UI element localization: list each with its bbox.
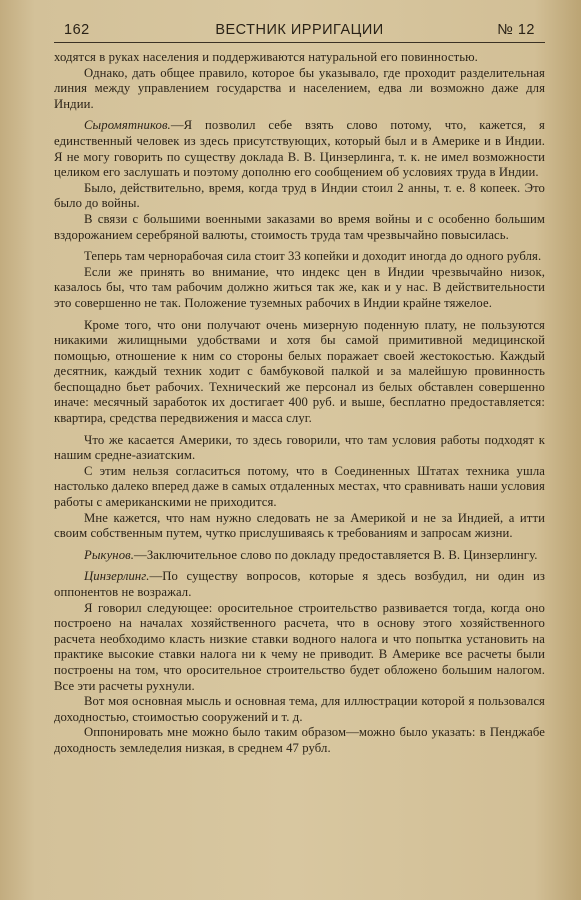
paragraph xyxy=(54,249,545,265)
paragraph-text: —Я позволил себе взять слово потому, что, кажется, я единственный человек из здесь присутствующих, который был и в Америке и в Индии. Я не могу говорить по существу доклада В. В. Цинзерлинга, т. к. не имел возможности целиком его заслушать и поэтому дополню его сообщением об условиях труда в Индии. xyxy=(54,118,545,180)
paragraph-text: Теперь там чернорабочая сила стоит 33 копейки и доходит иногда до одного рубля. xyxy=(84,249,542,264)
paragraph xyxy=(54,265,545,312)
paragraph-text: Было, действительно, время, когда труд в Индии стоил 2 анны, т. е. 8 копеек. Это было до войны. xyxy=(54,180,545,211)
paragraph xyxy=(54,50,545,66)
paragraph-text: Однако, дать общее правило, которое бы указывало, где проходит разделительная линия между управлением государства и населением, едва ли возможно даже для Индии. xyxy=(54,65,545,111)
paragraph xyxy=(54,212,545,243)
paragraph-text: —По существу вопросов, которые я здесь возбудил, ни один из оппонентов не возражал. xyxy=(54,569,545,599)
page-header xyxy=(54,18,545,43)
paragraph xyxy=(54,181,545,212)
paragraph xyxy=(54,464,545,511)
paragraph-text: С этим нельзя согласиться потому, что в Соединенных Штатах техника ушла настолько далеко вперед даже в самых отдаленных местах, что сравнивать наши условия работы с американскими не приходится. xyxy=(54,463,545,510)
paragraph xyxy=(54,118,545,180)
paragraph-text: В связи с большими военными заказами во время войны и с особенно большим вздорожанием серебряной валюты, стоимость труда там чрезвычайно повысилась. xyxy=(54,211,545,242)
paragraph xyxy=(54,601,545,695)
paragraph-text: Оппонировать мне можно было таким образом—можно было указать: в Пенджабе доходность земледелия низкая, в среднем 47 рубл. xyxy=(54,725,545,755)
paragraph-text: Что же касается Америки, то здесь говорили, что там условия работы подходят к нашим средне-азиатским. xyxy=(54,432,545,463)
paragraph-text: ходятся в руках населения и поддерживаются натуральной его повинностью. xyxy=(54,50,478,64)
speaker-name: Сыромятников. xyxy=(84,118,171,133)
paragraph-text: —Заключительное слово по докладу предоставляется В. В. Цинзерлингу. xyxy=(134,547,538,562)
paragraph xyxy=(54,433,545,464)
paragraph xyxy=(54,66,545,113)
speaker-name: Цинзерлинг. xyxy=(84,569,150,584)
journal-title: ВЕСТНИК ИРРИГАЦИИ xyxy=(215,22,384,38)
paragraph xyxy=(54,511,545,542)
paragraph xyxy=(54,725,545,756)
paragraph xyxy=(54,569,545,600)
speaker-name: Рыкунов. xyxy=(84,547,135,562)
paragraph xyxy=(54,318,545,427)
article-body xyxy=(54,50,545,757)
page-number: 162 xyxy=(64,22,90,38)
paragraph-text: Если же принять во внимание, что индекс цен в Индии чрезвычайно низок, казалось бы, что там рабочим должно житься так же, как и у нас. В действительности это совершенно не так. Положение туземных рабочих в Индии крайне тяжелое. xyxy=(54,264,545,310)
paragraph-text: Я говорил следующее: оросительное строительство развивается тогда, когда оно построено на началах хозяйственного расчета, что в основу этого хозяйственного расчета необходимо класть низкие ставки водного налога и что попытка установить на практике высокие ставки налога ни к чему не приводит. В Америке все расчеты были построены на том, что оросительное строительство будет обложено большим налогом. Все эти расчеты рухнули. xyxy=(54,600,545,693)
paragraph-text: Вот моя основная мысль и основная тема, для иллюстрации которой я пользовался доходностью, стоимостью сооружений и т. д. xyxy=(54,694,545,724)
paragraph xyxy=(54,548,545,564)
issue-number: № 12 xyxy=(497,22,535,38)
paragraph xyxy=(54,694,545,725)
paragraph-text: Кроме того, что они получают очень мизерную поденную плату, не пользуются никакими жилищными удобствами и хотя бы самой примитивной медицинской помощью, отношение к ним со стороны белых поражает своей жестокостью. Каждый десятник, каждый техник ходит с бамбуковой палкой и за малейшую провинность беспощадно бьет рабочих. Технический же персонал из белых обставлен совершенно иначе: месячный заработок их достигает 400 руб. и выше, бесплатно предоставляется: квартира, средства передвижения и масса слуг. xyxy=(54,317,545,426)
paragraph-text: Мне кажется, что нам нужно следовать не за Америкой и не за Индией, а итти своим собственным путем, чутко прислушиваясь к требованиям и запросам жизни. xyxy=(54,510,545,541)
